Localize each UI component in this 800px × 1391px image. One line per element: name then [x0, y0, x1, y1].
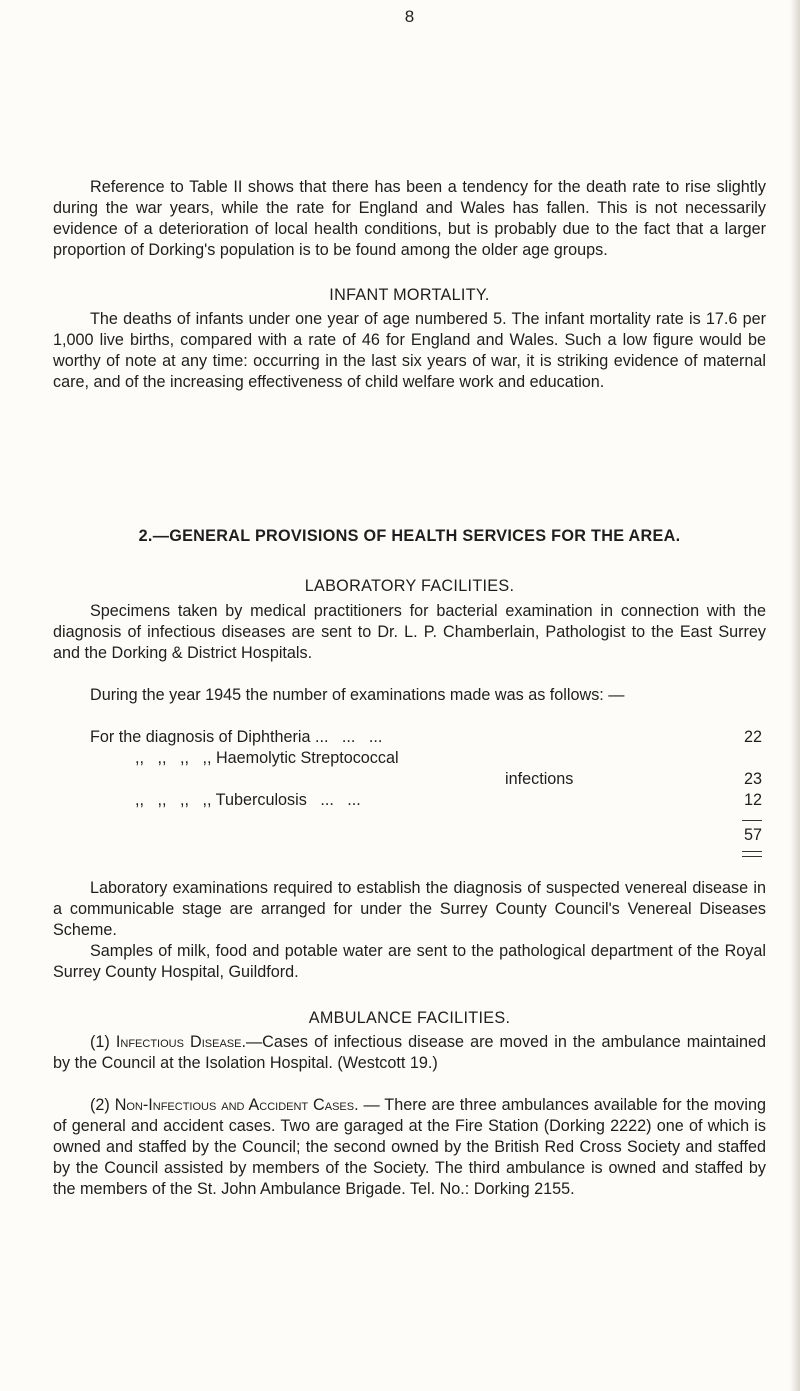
ambulance-item-2-title: (2) Non-Infectious and Accident Cases. [90, 1096, 359, 1114]
table-row [53, 727, 766, 748]
page-edge-shadow [790, 0, 800, 1391]
laboratory-paragraph-1: Specimens taken by medical practitioners for bacterial examination in connection with the diagnosis of infectious diseases are sent to Dr. L. P. Chamberlain, Pathologist to the East Surrey and the Dorking & District Hospitals. [53, 602, 766, 662]
examinations-table [53, 727, 766, 874]
table-row-label: infections [505, 770, 574, 788]
laboratory-paragraph-3: Laboratory examinations required to establish the diagnosis of suspected venereal disease in a communicable stage are arranged for under the Surrey County Council's Venereal Diseases Scheme. [53, 879, 766, 939]
table-row-value: 12 [743, 791, 762, 809]
table-row [53, 769, 766, 790]
ambulance-item-2-text: — There are three ambulances available for the moving of general and accident cases. Two are garaged at the Fire Station (Dorking 2222) one of which is owned and staffed by the Council; the second owned by the British Red Cross Society and staffed by the Council assisted by members of the Society. The third ambulance is owned and staffed by the members of the St. John Ambulance Brigade. Tel. No.: Dorking 2155. [53, 1096, 766, 1198]
infant-mortality-paragraph: The deaths of infants under one year of age numbered 5. The infant mortality rate is 17.6 per 1,000 live births, compared with a rate of 46 for England and Wales. Such a low figure would be worthy of note at any time: occurring in the last six years of war, it is striking evidence of maternal care, and of the increasing effectiveness of child welfare work and education. [53, 310, 766, 391]
laboratory-paragraph-4: Samples of milk, food and potable water are sent to the pathological department of the Royal Surrey County Hospital, Guildford. [53, 942, 766, 981]
laboratory-heading: LABORATORY FACILITIES. [304, 577, 515, 595]
intro-paragraph: Reference to Table II shows that there has been a tendency for the death rate to rise slightly during the war years, while the rate for England and Wales has fallen. This is not necessarily evidence of a deterioration of local health conditions, but is probably due to the fact that a larger proportion of Dorking's population is to be found among the older age groups. [53, 178, 766, 259]
table-row [53, 790, 766, 811]
section-2-heading: 2.—GENERAL PROVISIONS OF HEALTH SERVICES FOR THE AREA. [138, 527, 681, 545]
laboratory-paragraph-2: During the year 1945 the number of examinations made was as follows: — [90, 686, 625, 704]
ambulance-item-2 [53, 1095, 766, 1200]
table-total-row [53, 825, 766, 846]
page-number: 8 [404, 7, 415, 26]
ambulance-item-1 [53, 1032, 766, 1074]
table-row [53, 748, 766, 769]
ambulance-item-1-title: (1) Infectious Disease. [90, 1033, 246, 1051]
ambulance-heading: AMBULANCE FACILITIES. [308, 1009, 511, 1027]
table-row-label: ,, ,, ,, ,, Haemolytic Streptococcal [135, 749, 399, 767]
table-row-label: For the diagnosis of Diphtheria ... ... ... [90, 728, 383, 746]
table-row-value: 22 [743, 728, 762, 746]
table-row-label: ,, ,, ,, ,, Tuberculosis ... ... [135, 791, 361, 809]
table-row-value: 23 [743, 770, 762, 788]
total-double-rule [742, 851, 762, 857]
ambulance-item-1-text: —Cases of infectious disease are moved in the ambulance maintained by the Council at the Isolation Hospital. (Westcott 19.) [53, 1033, 766, 1072]
total-rule [742, 820, 762, 821]
table-total-value: 57 [743, 826, 762, 844]
infant-mortality-heading: INFANT MORTALITY. [329, 286, 490, 304]
